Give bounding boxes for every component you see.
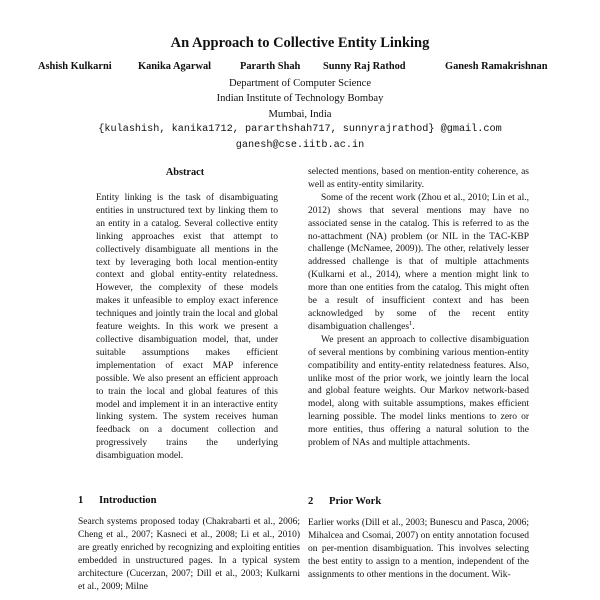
abstract-heading: Abstract bbox=[165, 167, 205, 178]
introduction-text: Search systems proposed today (Chakrabarti et al., 2006; Cheng et al., 2007; Kasneci et al., 2008; Li et al., 2010) are greatly enriched by recognizing and exploiting entities embedded in unstructured pages. In a typical system architecture (Cucerzan, 2007; Dill et al., 2003; Kulkarni et al., 2009; Milne bbox=[78, 517, 300, 592]
paragraph: selected mentions, based on mention-entity coherence, as well as entity-entity similarity. bbox=[308, 167, 529, 190]
section-heading-introduction bbox=[78, 495, 157, 506]
affiliation-block bbox=[0, 76, 600, 153]
paragraph: We present an approach to collective disambiguation of several mentions by combining various mention-entity compatibility and entity-entity relatedness features. Also, unlike most of the prior work, we jointly learn the local and global feature weights. Our Markov network-based model, along with suitable assumptions, makes efficient learning possible. The model links mentions to zero or more entities, thus offering a natural solution to the problem of NAs and multiple attachments. bbox=[308, 334, 529, 449]
section-title: Prior Work bbox=[329, 496, 382, 507]
section-heading-prior-work bbox=[308, 496, 381, 507]
author-name: Sunny Raj Rathod bbox=[323, 61, 406, 72]
city: Mumbai, India bbox=[268, 108, 332, 120]
prior-work-text: Earlier works (Dill et al., 2003; Bunescu and Pasca, 2006; Mihalcea and Csomai, 2007) on entity annotation focused on per-mention disambiguation. This involves selecting the best entity to assign to a mention, independent of the assignments to other mentions in the document. Wik- bbox=[308, 518, 529, 580]
author-name: Ashish Kulkarni bbox=[38, 61, 112, 72]
author-name: Pararth Shah bbox=[240, 61, 301, 72]
section-number: 2 bbox=[308, 496, 314, 507]
paragraph-text: Some of the recent work (Zhou et al., 2010; Lin et al., 2012) shows that several mentions may have no associated sense in the catalog. This is referred to as the no-attachment (NA) problem (or NIL in the TAC-KBP challenge (McNamee, 2009)). The other, relatively lesser addressed challenge is that of multiple attachments (Kulkarni et al., 2014), where a mention might link to more than one entities from the catalog. This might often be a result of insufficient context and has been acknowledged by some of the recent entity disambiguation challenges bbox=[308, 192, 529, 332]
department: Department of Computer Science bbox=[228, 78, 372, 89]
abstract-text: Entity linking is the task of disambiguating entities in unstructured text by linking them to an entity in a catalog. Several collective entity linking approaches exist that attempt to collectively disambiguate all mentions in the text by leveraging both local mention-entity context and global entity-entity relatedness. However, the complexity of these models makes it unfeasible to employ exact inference techniques and jointly train the local and global feature weights. In this work we present a collective disambiguation model, that, under suitable assumptions makes efficient implementation of exact MAP inference possible. We also present an efficient approach to train the local and global features of this model and implement it in an interactive entity linking system. The system receives human feedback on a document collection and progressively trains the underlying disambiguation model. bbox=[96, 193, 278, 462]
section-number: 1 bbox=[78, 495, 84, 506]
footnote-mark: 1 bbox=[409, 319, 413, 327]
paragraph-end: . bbox=[412, 321, 415, 332]
institute: Indian Institute of Technology Bombay bbox=[216, 93, 384, 105]
paper-title: An Approach to Collective Entity Linking bbox=[170, 35, 430, 51]
email-line: ganesh@cse.iitb.ac.in bbox=[235, 139, 365, 151]
email-line: {kulashish, kanika1712, pararthshah717, sunnyrajrathod} @gmail.com bbox=[98, 124, 502, 136]
right-column-text bbox=[308, 166, 529, 450]
paragraph bbox=[308, 192, 529, 334]
author-name: Ganesh Ramakrishnan bbox=[445, 61, 548, 72]
author-name: Kanika Agarwal bbox=[138, 61, 212, 72]
section-title: Introduction bbox=[99, 495, 157, 506]
